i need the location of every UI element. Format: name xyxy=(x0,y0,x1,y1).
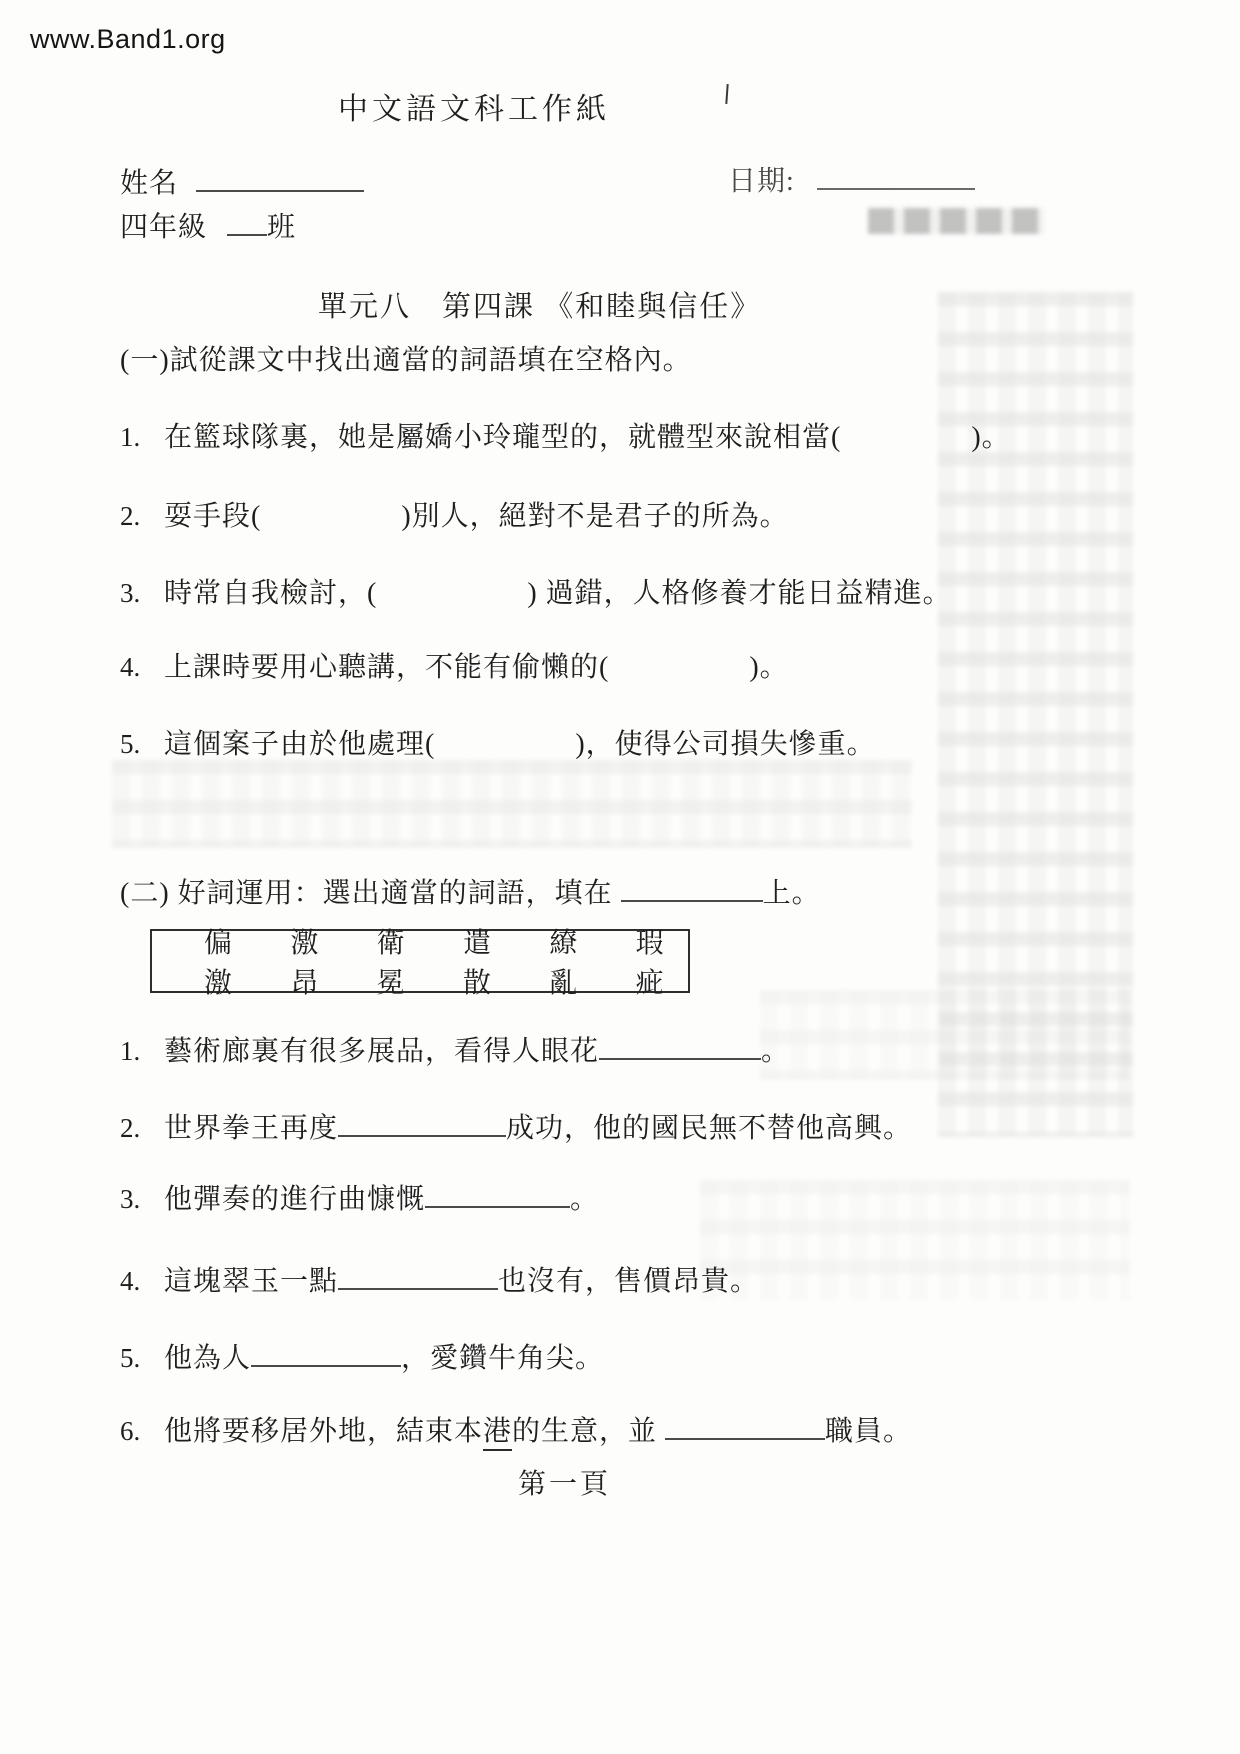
question-number: 4. xyxy=(120,652,141,682)
question-number: 5. xyxy=(120,1343,141,1373)
section2-question-1 xyxy=(120,1028,790,1069)
word-bank-box xyxy=(150,928,690,999)
question-text-post: 。 xyxy=(570,1184,600,1215)
section1-question-4 xyxy=(120,645,789,685)
word-bank-item: 遣散 xyxy=(462,928,493,999)
fill-in-blank-line xyxy=(338,1105,506,1137)
question-text-post: 職員。 xyxy=(825,1416,913,1447)
bleed-through-noise xyxy=(700,1180,1130,1300)
page-number: 第一頁 xyxy=(518,1469,612,1500)
section2-question-3 xyxy=(120,1176,599,1217)
class-label: 班 xyxy=(267,212,297,243)
question-text-post: )。 xyxy=(749,652,789,683)
section1-question-1 xyxy=(120,415,1011,455)
lesson-title: 單元八 第四課 《和睦與信任》 xyxy=(318,291,762,323)
question-number: 5. xyxy=(120,729,141,759)
question-text-pre: 藝術廊裏有很多展品，看得人眼花 xyxy=(164,1036,600,1067)
section1-question-3 xyxy=(120,571,952,611)
fill-in-blank-line xyxy=(338,1258,498,1290)
bleed-through-noise xyxy=(868,208,1044,234)
word-bank-item: 偏激 xyxy=(204,928,235,999)
question-number: 1. xyxy=(120,1036,141,1066)
question-text-mid: 的生意，並 xyxy=(512,1416,658,1447)
name-label: 姓名 xyxy=(120,168,179,199)
question-text-post: )，使得公司損失慘重。 xyxy=(575,729,876,760)
fill-in-blank-line xyxy=(665,1408,825,1440)
question-text-pre: 他為人 xyxy=(164,1343,252,1374)
fill-in-blank-line xyxy=(251,1335,401,1367)
question-text-pre: 在籃球隊裏，她是屬嬌小玲瓏型的，就體型來說相當( xyxy=(164,422,842,453)
word-bank-item: 繚亂 xyxy=(549,928,580,999)
question-text-pre: 他彈奏的進行曲慷慨 xyxy=(164,1184,426,1215)
section2-heading-post: 上。 xyxy=(762,878,821,909)
question-number: 2. xyxy=(120,501,141,531)
grade-label: 四年級 xyxy=(120,212,208,243)
question-text-pre: 時常自我檢討，( xyxy=(164,578,378,609)
question-text-post: )。 xyxy=(971,422,1011,453)
question-text-post: ) 過錯，人格修養才能日益精進。 xyxy=(527,578,952,609)
question-number: 6. xyxy=(120,1416,141,1446)
question-text-post: 也沒有，售價昂貴。 xyxy=(498,1266,760,1297)
question-text-pre: 他將要移居外地，結束本 xyxy=(164,1416,484,1447)
date-field xyxy=(728,158,975,199)
question-number: 3. xyxy=(120,578,141,608)
stray-ink-mark xyxy=(725,84,728,104)
section2-question-2 xyxy=(120,1105,912,1146)
question-text-pre: 上課時要用心聽講，不能有偷懶的( xyxy=(164,652,610,683)
grade-class-field xyxy=(120,204,296,245)
question-text-post: ，愛鑽牛角尖。 xyxy=(401,1343,605,1374)
section2-heading-pre: (二) 好詞運用：選出適當的詞語，填在 xyxy=(120,878,613,909)
question-text-post: )別人，絕對不是君子的所為。 xyxy=(401,501,789,532)
name-blank-line xyxy=(196,160,364,192)
question-number: 1. xyxy=(120,422,141,452)
question-text-pre: 耍手段( xyxy=(164,501,262,532)
question-number: 4. xyxy=(120,1266,141,1296)
fill-in-blank-line xyxy=(425,1176,570,1208)
underlined-character: 港 xyxy=(483,1409,512,1451)
date-label: 日期: xyxy=(728,166,795,197)
word-bank-item: 激昂 xyxy=(290,928,321,999)
section2-question-5 xyxy=(120,1335,604,1376)
word-bank-item: 瑕疵 xyxy=(635,928,666,999)
question-text-post: 。 xyxy=(761,1036,791,1067)
heading-blank-line xyxy=(621,870,763,902)
question-number: 2. xyxy=(120,1113,141,1143)
word-bank-item: 衛冕 xyxy=(376,928,407,999)
document-title: 中文語文科工作紙 xyxy=(338,93,610,126)
section1-question-2 xyxy=(120,494,789,534)
site-watermark: www.Band1.org xyxy=(30,24,226,54)
bleed-through-noise xyxy=(760,990,1130,1080)
section2-question-4 xyxy=(120,1258,759,1299)
question-text-pre: 這塊翠玉一點 xyxy=(164,1266,339,1297)
question-text-pre: 世界拳王再度 xyxy=(164,1113,339,1144)
section1-heading: (一)試從課文中找出適當的詞語填在空格內。 xyxy=(120,345,692,376)
fill-in-blank-line xyxy=(599,1028,761,1060)
section2-question-6 xyxy=(120,1408,912,1451)
date-blank-line xyxy=(817,158,975,190)
class-blank-line xyxy=(227,204,267,236)
question-text-pre: 這個案子由於他處理( xyxy=(164,729,436,760)
section2-heading xyxy=(120,870,821,911)
section1-question-5 xyxy=(120,722,876,762)
bleed-through-noise xyxy=(112,760,912,848)
name-field xyxy=(120,160,364,201)
question-text-post: 成功，他的國民無不替他高興。 xyxy=(506,1113,913,1144)
question-number: 3. xyxy=(120,1184,141,1214)
